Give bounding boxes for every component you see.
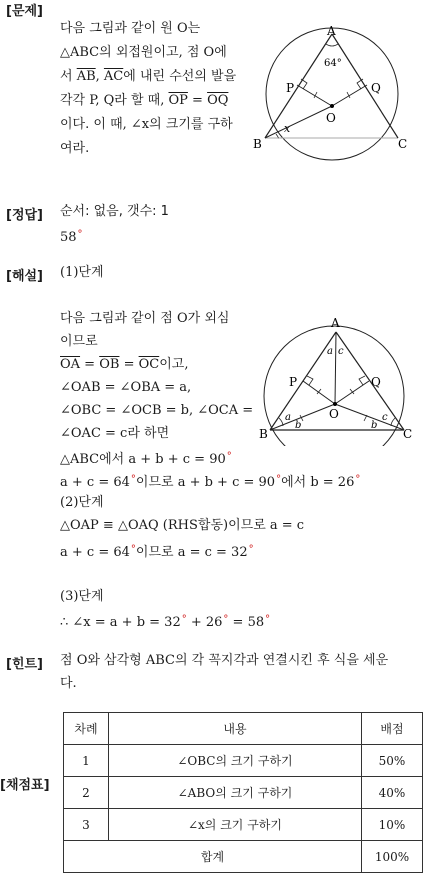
label-o: O (329, 407, 339, 421)
explanation-figure (258, 314, 423, 446)
exp-line-4: ∠OAB = ∠OBA = a, (60, 380, 192, 395)
label-c: C (398, 137, 408, 151)
label-q: Q (371, 81, 381, 95)
problem-line-5: 이다. 이 때, ∠x의 크기를 구하 (60, 117, 233, 132)
header-order: 차례 (64, 713, 109, 745)
segment-oa (335, 332, 336, 404)
angle-arc-a (326, 44, 338, 46)
right-angle-p (307, 376, 313, 385)
segment-op (297, 85, 332, 106)
exp-line-1: 다음 그림과 같이 점 O가 외심 (60, 311, 230, 326)
angle-label-a-b: a (285, 412, 291, 423)
exp-line-6: ∠OAC = c라 하면 (60, 426, 170, 441)
side-ac (336, 332, 404, 430)
explanation-section-label: [해설] (6, 269, 43, 284)
rubric-header-row (64, 713, 423, 745)
table-row: 2 ∠ABO의 크기 구하기 40% (64, 777, 423, 809)
segment-ab: $\overline{AB}$ (76, 69, 96, 84)
angle-label-c-top: c (338, 346, 344, 357)
total-score: 100% (362, 841, 423, 873)
answer-meta: 순서: 없음, 갯수: 1 (60, 204, 169, 219)
problem-line-4: 각각 P, Q라 할 때, $\overline{OP} = \overline{OQ}$ (60, 93, 229, 108)
problem-line-6: 여라. (60, 141, 90, 156)
angle-label-a-top: a (327, 346, 333, 357)
angle-label-x: x (284, 122, 291, 135)
problem-line-3: 서 $\overline{AB}$, $\overline{AC}$에 내린 수선의 발을 (60, 69, 237, 84)
header-score: 배점 (362, 713, 423, 745)
answer-section-label: [정답] (6, 208, 43, 223)
table-row: 3 ∠x의 크기 구하기 10% (64, 809, 423, 841)
label-b: B (253, 137, 262, 151)
label-a: A (331, 316, 340, 330)
problem-figure (250, 22, 420, 162)
exp-line-10: a + c = 64°이므로 a = c = 32° (60, 544, 254, 560)
problem-line-1: 다음 그림과 같이 원 O는 (60, 21, 201, 36)
center-point (330, 104, 334, 108)
label-o: O (326, 111, 336, 125)
circumcircle (264, 326, 404, 446)
step-3-label: (3)단계 (60, 589, 104, 604)
exp-line-7: △ABC에서 a + b + c = 90° (60, 451, 232, 467)
hint-line-2: 다. (60, 676, 77, 691)
label-p: P (286, 81, 295, 95)
angle-label-c-c: c (382, 412, 388, 423)
exp-line-9: △OAP ≡ △OAQ (RHS합동)이므로 a = c (60, 518, 305, 533)
segment-oq (335, 381, 369, 404)
segment-op (303, 381, 335, 404)
angle-label-64: 64° (324, 58, 342, 69)
problem-section-label: [문제] (6, 4, 43, 19)
exp-line-8: a + c = 64°이므로 a + b + c = 90°에서 b = 26° (60, 474, 361, 490)
exp-line-2: 이므로 (60, 334, 98, 349)
problem-line-2: △ABC의 외접원이고, 점 O에 (60, 45, 227, 60)
label-a: A (327, 24, 336, 38)
step-1-label: (1)단계 (60, 265, 104, 280)
total-label: 합계 (64, 841, 362, 873)
exp-line-11: ∴ ∠x = a + b = 32° + 26° = 58° (60, 614, 271, 630)
center-point (333, 402, 337, 406)
header-content: 내용 (109, 713, 362, 745)
table-row: 1 ∠OBC의 크기 구하기 50% (64, 745, 423, 777)
angle-label-b-b: b (295, 420, 302, 431)
hint-line-1: 점 O와 삼각형 ABC의 각 꼭지각과 연결시킨 후 식을 세운 (60, 653, 389, 668)
segment-oq: $\overline{OQ}$ (207, 93, 229, 108)
segment-oc (335, 404, 404, 430)
rubric-section-label: [채점표] (0, 778, 50, 793)
segment-oq (332, 85, 367, 106)
rubric-table (63, 712, 423, 873)
label-p: P (289, 375, 298, 389)
answer-value: 58° (60, 229, 83, 245)
label-c: C (403, 427, 413, 441)
exp-line-5: ∠OBC = ∠OCB = b, ∠OCA = (60, 403, 254, 418)
label-b: B (259, 427, 268, 441)
segment-op: $\overline{OP}$ (168, 93, 188, 108)
segment-ob (270, 404, 335, 430)
label-q: Q (371, 375, 381, 389)
segment-ac: $\overline{AC}$ (103, 69, 124, 84)
hint-section-label: [힌트] (6, 657, 43, 672)
step-2-label: (2)단계 (60, 495, 104, 510)
angle-label-b-c: b (371, 420, 378, 431)
right-angle-q (359, 376, 365, 385)
angle-arc-x (276, 134, 278, 138)
exp-line-3: $\overline{OA} = \overline{OB} = \overline{OC}$이고, (60, 357, 189, 372)
